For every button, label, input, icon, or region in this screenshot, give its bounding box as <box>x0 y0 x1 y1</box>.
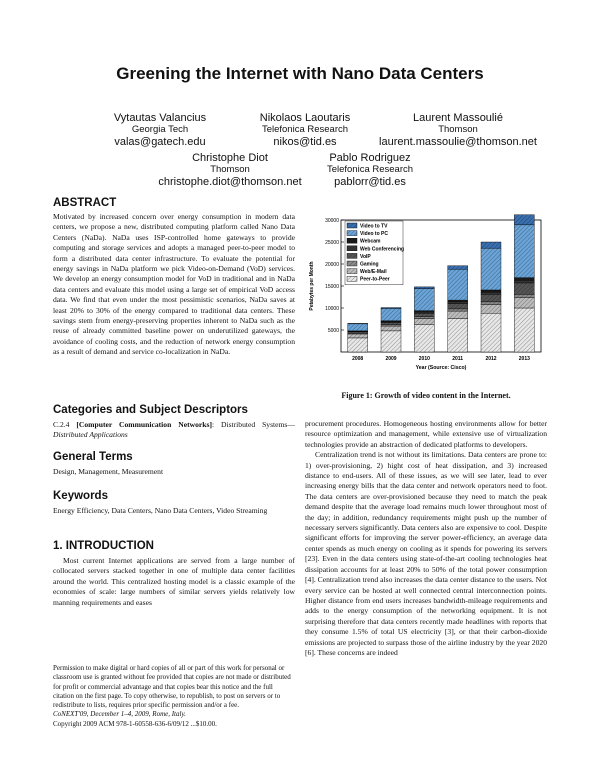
bar-peer-to-peer-hatch <box>514 308 534 352</box>
bar-web-e-mail-hatch <box>381 326 401 331</box>
bar-voip-hatch <box>481 294 501 301</box>
bar-peer-to-peer-hatch <box>381 331 401 352</box>
y-tick-label: 30000 <box>325 218 339 224</box>
right-paragraph-1: procurement procedures. Homogeneous hosting environments allow for better resource optimization and management, while extensive use of virtualization technologies provide an abstraction of dedicated platforms to developers. <box>305 419 547 449</box>
category-rest: : Distributed Systems— <box>211 420 295 429</box>
x-tick-label: 2012 <box>485 356 497 362</box>
legend-entry: Webcam <box>360 238 381 245</box>
categories-heading: Categories and Subject Descriptors <box>53 404 248 416</box>
legend-swatch <box>347 246 357 251</box>
copyright-footnote <box>53 664 295 729</box>
legend-swatch <box>347 238 357 243</box>
bar-web-e-mail-hatch <box>448 311 468 318</box>
bar-web-e-mail-hatch <box>481 304 501 313</box>
bar-web-e-mail-hatch <box>514 297 534 308</box>
bar-peer-to-peer-hatch <box>481 313 501 352</box>
legend-swatch-hatch <box>347 276 357 281</box>
abstract-text <box>53 212 295 358</box>
author-block <box>80 112 240 148</box>
author-affiliation: Georgia Tech <box>131 124 189 135</box>
legend-entry: Video to TV <box>360 223 388 230</box>
x-tick-label: 2013 <box>518 356 530 362</box>
legend-swatch-hatch <box>347 269 357 274</box>
bar-webcam <box>514 278 534 281</box>
author-name: Nikolaos Laoutaris <box>259 112 351 124</box>
general-terms-text: Design, Management, Measurement <box>53 467 164 476</box>
bar-video-to-pc-hatch <box>348 324 368 331</box>
bar-web-conferencing <box>514 280 534 283</box>
category-code: C.2.4 <box>53 420 77 429</box>
x-tick-label: 2008 <box>352 356 364 362</box>
copyright-line: Copyright 2009 ACM 978-1-60558-636-6/09/12 ...$10.00. <box>53 719 217 728</box>
legend-swatch-hatch <box>347 231 357 236</box>
figure-caption: Figure 1: Growth of video content in the Internet. <box>341 391 511 400</box>
bar-webcam <box>481 290 501 292</box>
bar-gaming-hatch <box>414 317 434 319</box>
right-column-text <box>305 419 547 658</box>
right-paragraph-2: Centralization trend is not without its limitations. Data centers are prone to: 1) over-provisioning, 2) hight cost of heat dissipation, and 3) increased distance to end-users. All of these issues, as we will see later, lead to ever increasing energy bills that the data center and network operators need to foot. The data centers are over-provisioned because they need to match the peak demand despite that the average load remains much lower throughout most of the day; in addition, redundancy requirements might push up the number of necessary servers significantly. Data centers also are expensive to cool. Despite significant efforts for improving the server power-efficiency, an average data center spends as much energy on cooling as it spends for powering its servers [23]. Even in the data centers using state-of-the-art cooling technologies heat dissipation accounts for at least 20% to 50% of the total power consumption [4]. Centralization trend also increases the data center distance to the users. Not every service can be hosted at well connected central interconnection points. Higher distance from end users increases bandwidth-mileage requirements and adds to the energy consumption of the networking equipment. It is not surprising therefore that data centers recently made headlines with reports that they consume 1.5% of total US electricity [3], or that their carbon-dioxide emissions are projected to surpass those of the airline industry by the year 2020 [6]. These concerns are indeed <box>305 450 547 657</box>
author-email: laurent.massoulie@thomson.net <box>379 136 537 148</box>
author-email: pablorr@tid.es <box>334 176 406 188</box>
legend-swatch-hatch <box>347 223 357 228</box>
y-tick-label: 15000 <box>325 284 339 290</box>
legend-entry: Peer-to-Peer <box>360 276 390 283</box>
bar-web-conferencing <box>481 292 501 294</box>
legend-entry: VoIP <box>360 253 371 260</box>
bar-voip-hatch <box>381 323 401 325</box>
introduction-heading: 1. INTRODUCTION <box>53 540 154 552</box>
author-block <box>310 152 430 188</box>
bar-gaming-hatch <box>448 309 468 311</box>
permission-text: Permission to make digital or hard copies of all or part of this work for personal or classroom use is granted without fee provided that copies are not made or distributed for profit or commercial advantage and that copies bear this notice and the full citation on the first page. To copy otherwise, to republish, to post on servers or to redistribute to lists, requires prior specific permission and/or a fee. <box>53 664 291 710</box>
x-tick-label: 2009 <box>385 356 397 362</box>
bar-peer-to-peer-hatch <box>448 319 468 352</box>
general-terms-heading: General Terms <box>53 451 133 463</box>
author-affiliation: Thomson <box>210 164 250 175</box>
category-bold: [Computer Communication Networks] <box>76 420 212 429</box>
y-tick-label: 25000 <box>325 240 339 246</box>
author-affiliation: Telefonica Research <box>326 164 414 175</box>
author-affiliation: Telefonica Research <box>261 124 349 135</box>
keywords-text: Energy Efficiency, Data Centers, Nano Data Centers, Video Streaming <box>53 506 268 515</box>
legend-entry: Web Conferencing <box>360 246 405 253</box>
legend-swatch-hatch <box>347 261 357 266</box>
author-affiliation: Thomson <box>438 124 478 135</box>
legend-entry: Video to PC <box>360 231 388 238</box>
author-name: Laurent Massoulié <box>413 112 503 124</box>
author-name: Pablo Rodriguez <box>329 152 411 164</box>
legend-swatch-hatch <box>347 253 357 258</box>
bar-peer-to-peer-hatch <box>414 325 434 352</box>
x-axis-label: Year (Source: Cisco) <box>415 365 467 371</box>
bar-gaming-hatch <box>481 302 501 305</box>
abstract-paragraph: Motivated by increased concern over energy consumption in modern data centers, we propose a new, distributed computing platform called Nano Data Centers (NaDa). NaDa uses ISP-controlled home gateways to provide computing and storage services and adopts a managed peer-to-peer model to form a distributed data center infrastructure. To evaluate the potential for energy savings in NaDa platform we pick Video-on-Demand (VoD) services. We develop an energy consumption model for VoD in traditional and in NaDa data centers and evaluate this model using a large set of empirical VoD access data. We find that even under the most pessimistic scenarios, NaDa saves at least 20% to 30% of the energy compared to traditional data centers. These savings stem from energy-preserving properties inherent to NaDa such as the reuse of already committed baseline power on underutilized gateways, the avoidance of cooling costs, and the reduction of network energy consumption as a result of demand and service co-localization in NaDa. <box>53 212 295 357</box>
bar-gaming-hatch <box>514 294 534 297</box>
paper-title: Greening the Internet with Nano Data Centers <box>116 64 484 83</box>
conference-line: CoNEXT'09, December 1–4, 2009, Rome, Italy. <box>53 710 186 719</box>
author-name: Christophe Diot <box>192 152 268 164</box>
bar-video-to-pc-hatch <box>514 225 534 278</box>
bar-video-to-pc-hatch <box>481 248 501 290</box>
y-tick-label: 20000 <box>325 262 339 268</box>
x-tick-label: 2011 <box>452 356 464 362</box>
bar-web-e-mail-hatch <box>414 319 434 325</box>
bar-video-to-pc-hatch <box>448 269 468 300</box>
bar-video-to-tv-hatch <box>514 215 534 225</box>
x-tick-label: 2010 <box>418 356 430 362</box>
author-email: valas@gatech.edu <box>114 136 206 148</box>
video-growth-chart <box>305 212 547 384</box>
legend-entry: Gaming <box>360 261 379 268</box>
bar-webcam <box>448 300 468 302</box>
bar-video-to-pc-hatch <box>414 289 434 311</box>
author-name: Vytautas Valancius <box>113 112 207 124</box>
author-block <box>368 112 548 148</box>
bar-voip-hatch <box>448 304 468 309</box>
y-tick-label: 5000 <box>327 328 339 334</box>
bar-peer-to-peer-hatch <box>348 338 368 352</box>
introduction-text <box>53 556 295 608</box>
author-email: christophe.diot@thomson.net <box>158 176 302 188</box>
bar-web-conferencing <box>448 302 468 304</box>
bar-video-to-tv-hatch <box>448 266 468 270</box>
bar-video-to-pc-hatch <box>381 308 401 320</box>
bar-voip-hatch <box>514 283 534 294</box>
bar-voip-hatch <box>414 313 434 317</box>
y-tick-label: 10000 <box>325 306 339 312</box>
bar-web-e-mail-hatch <box>348 334 368 338</box>
category-italic: Distributed Applications <box>53 430 128 440</box>
categories-text <box>53 420 295 441</box>
author-email: nikos@tid.es <box>273 136 337 148</box>
introduction-paragraph: Most current Internet applications are served from a large number of collocated servers stacked together in one of multiple data center facilities around the world. This centralized hosting model is a classic example of the economies of scale: large numbers of similar servers yields relatively low manning requirements and eases <box>53 556 295 607</box>
bar-video-to-tv-hatch <box>381 308 401 309</box>
bar-video-to-tv-hatch <box>414 287 434 289</box>
author-block <box>150 152 310 188</box>
abstract-heading: ABSTRACT <box>53 197 117 209</box>
author-block <box>235 112 375 148</box>
y-axis-label: Petabytes per Month <box>309 261 315 311</box>
bar-video-to-tv-hatch <box>481 242 501 248</box>
keywords-heading: Keywords <box>53 490 108 502</box>
legend-entry: Web/E-Mail <box>360 269 387 276</box>
